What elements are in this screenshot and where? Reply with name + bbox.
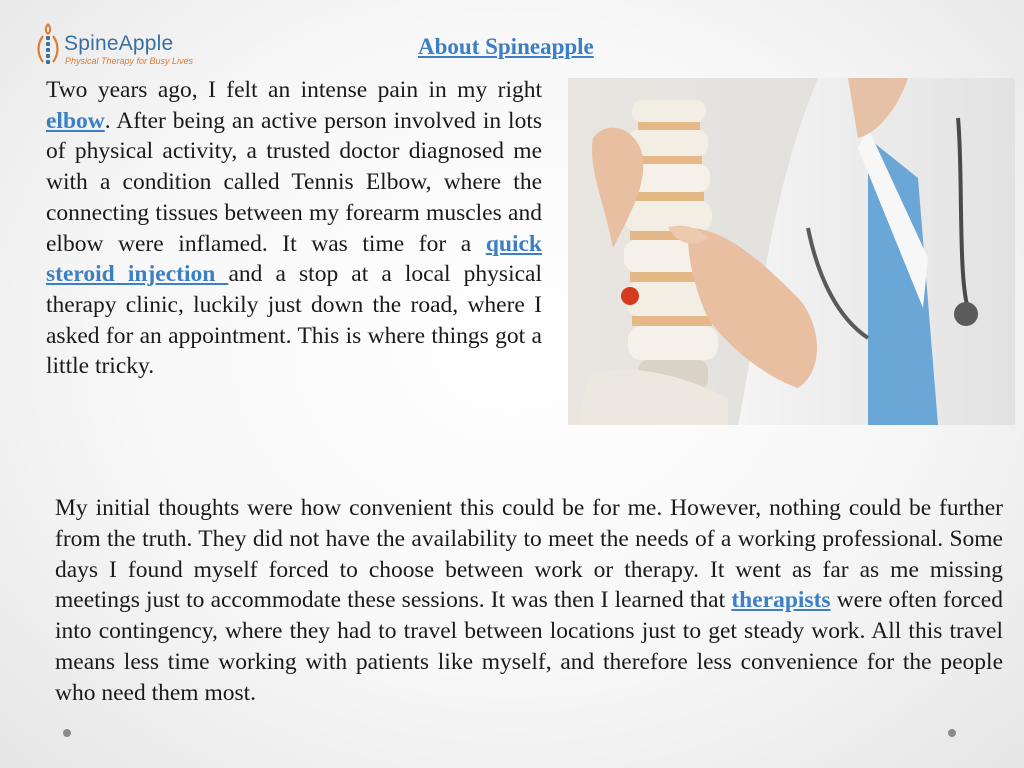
steroid-injection-link[interactable]: quick steroid injection: [46, 230, 542, 288]
paragraph-text: . After being an active person involved in lots of physical activity, a trusted doctor diagnosed me with a condition called Tennis Elbow, where the connecting tissues between my forearm muscles and elbow were inflamed. It was time for a: [46, 107, 542, 257]
body-paragraph: [55, 493, 1003, 709]
about-spineapple-link[interactable]: About Spineapple: [418, 34, 594, 59]
spine-model-illustration: [568, 78, 1015, 425]
paragraph-text: were often forced into contingency, where they had to travel between locations just to get steady work. All this travel means less time working with patients like myself, and therefore less convenience for the people who need them most.: [55, 587, 1003, 706]
paragraph-text: My initial thoughts were how convenient this could be for me. However, nothing could be further from the truth. They did not have the availability to meet the needs of a working professional. Some days I found myself forced to choose between work or therapy. It went as far as me missing meetings just to accommodate these sessions. It was then I learned that: [55, 495, 1003, 614]
elbow-link[interactable]: elbow: [46, 107, 105, 134]
slide-nav-dot-left: [63, 729, 71, 737]
doctor-spine-photo: [568, 78, 1015, 425]
spineapple-logo: [34, 22, 194, 72]
therapists-link[interactable]: therapists: [731, 587, 831, 614]
paragraph-text: Two years ago, I felt an intense pain in my right: [46, 77, 542, 103]
paragraph-text: and a stop at a local physical therapy clinic, luckily just down the road, where I asked for an appointment. This is where things got a little tricky.: [46, 261, 542, 380]
logo-tagline: Physical Therapy for Busy Lives: [65, 56, 194, 66]
spine-logo-icon: [34, 22, 62, 66]
logo-name: SpineApple: [64, 32, 174, 55]
slide-nav-dot-right: [948, 729, 956, 737]
intro-paragraph: [46, 75, 542, 382]
